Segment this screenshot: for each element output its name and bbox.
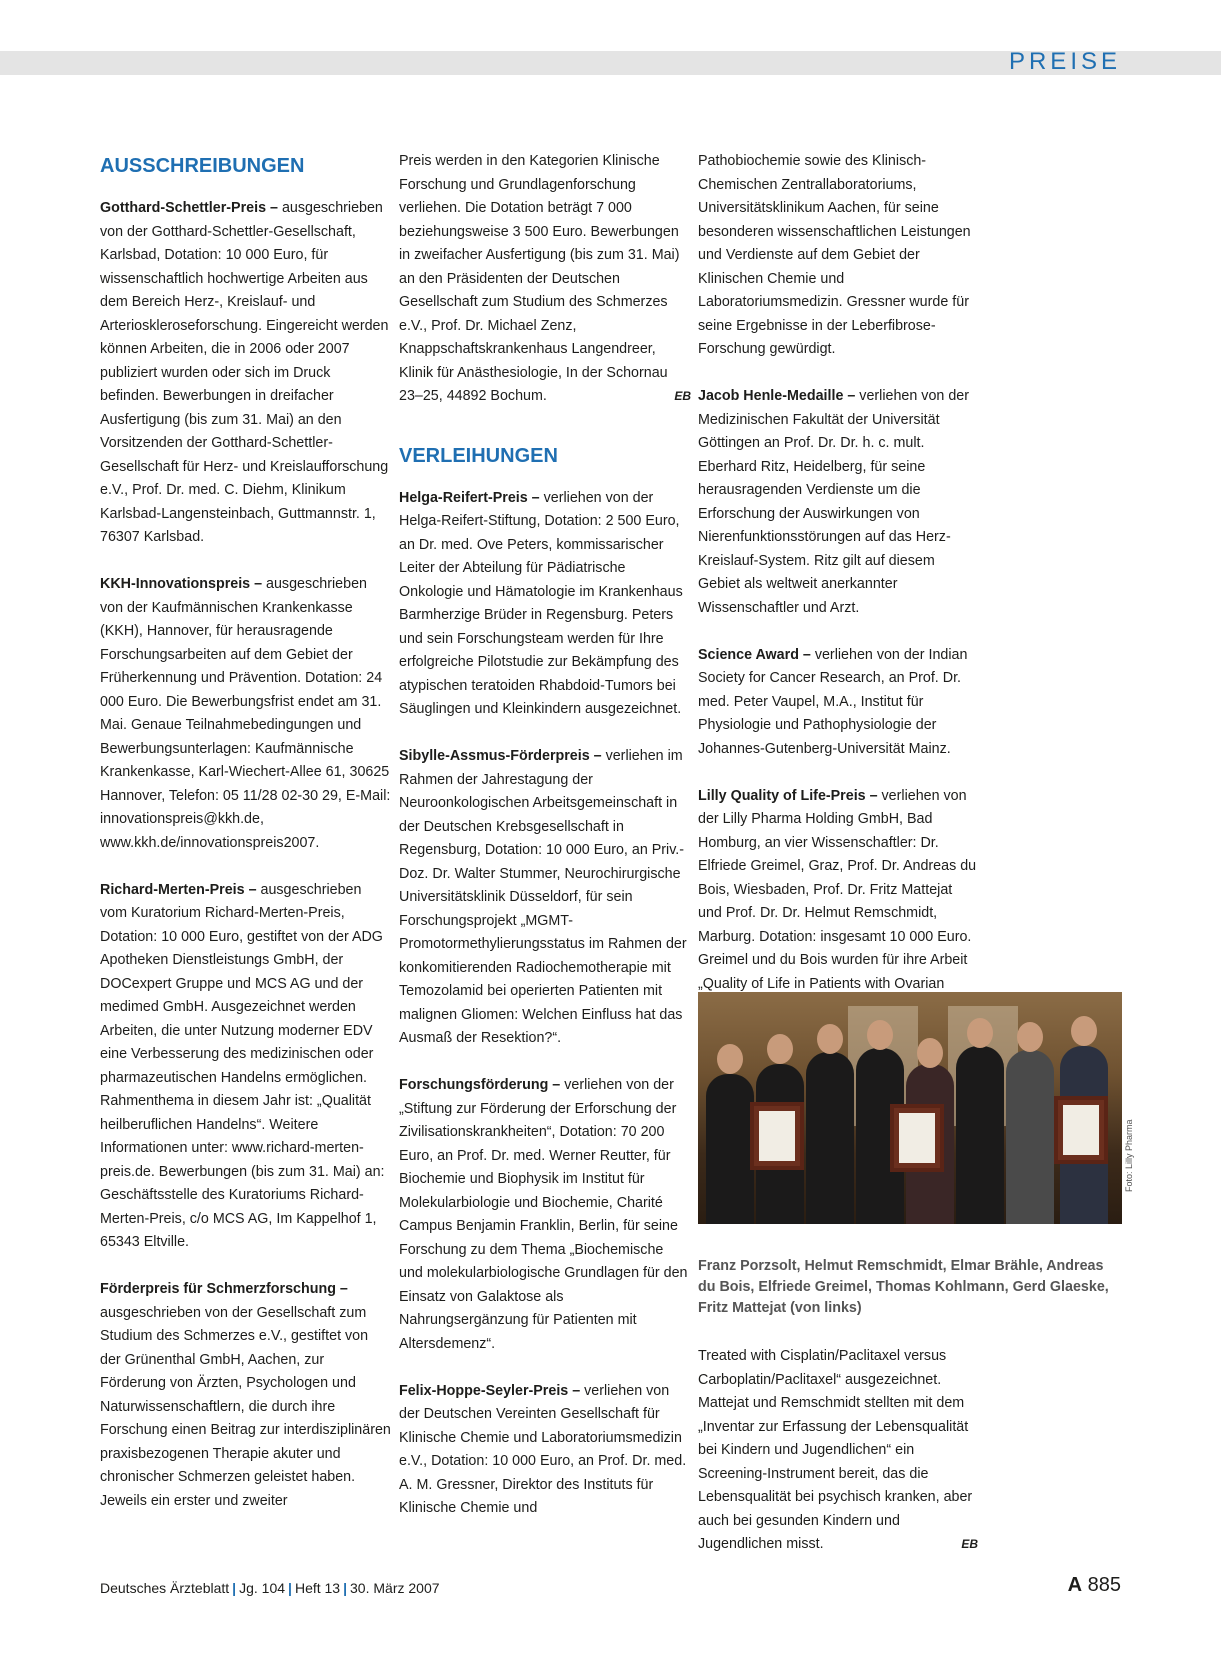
certificate-frame xyxy=(750,1102,804,1170)
entry-title: Helga-Reifert-Preis – xyxy=(399,489,540,506)
footer-separator: | xyxy=(232,1580,237,1596)
column-3 xyxy=(698,150,978,1020)
page-number-value: 885 xyxy=(1087,1574,1121,1596)
article-entry xyxy=(399,487,691,722)
continued-text: Pathobiochemie sowie des Klinisch-Chemischen Zentrallaboratoriums, Universitätsklinikum Aachen, für seine besonderen wissenschaftlichen Leistungen und Verdienste auf dem Gebiet der Klinischen Chemie und Laboratoriumsmedizin. Gressner wurde für seine Ergebnisse in der Leberfibrose-Forschung gewürdigt. xyxy=(698,153,971,357)
section-label: PREISE xyxy=(1008,48,1121,75)
award-photo xyxy=(698,992,1122,1224)
photo-person-head xyxy=(967,1018,993,1048)
entry-text: ausgeschrieben von der Gesellschaft zum Studium des Schmerzes e.V., gestiftet von der Grünenthal GmbH, Aachen, zur Förderung von Ärzten, Psychologen und Naturwissenschaftlern, die durch ihre Forschung einen Beitrag zur interdisziplinären praxisbezogenen Therapie akuter und chronischer Schmerzen geleistet haben. Jeweils ein erster und zweiter xyxy=(100,1304,391,1509)
journal-issue: Heft 13 xyxy=(294,1580,341,1596)
journal-volume: Jg. 104 xyxy=(239,1580,286,1596)
continued-text xyxy=(399,150,691,409)
photo-person-head xyxy=(1071,1016,1097,1046)
entry-title: Sibylle-Assmus-Förderpreis – xyxy=(399,748,602,764)
photo-person-head xyxy=(767,1034,793,1064)
entry-title: Lilly Quality of Life-Preis – xyxy=(698,787,878,804)
page-prefix: A xyxy=(1067,1574,1083,1596)
entry-title: KKH-Innovationspreis – xyxy=(100,576,263,592)
article-entry xyxy=(100,1278,392,1513)
heading-ausschreibungen: AUSSCHREIBUNGEN xyxy=(100,155,305,177)
photo-person-head xyxy=(717,1044,743,1074)
column-2 xyxy=(399,150,691,1521)
page-number xyxy=(1068,1574,1121,1597)
entry-text: ausgeschrieben vom Kuratorium Richard-Merten-Preis, Dotation: 10 000 Euro, gestiftet von der ADG Apotheken Dienstleistungs GmbH, der DOCexpert Gruppe und MCS AG und der medimed GmbH. Ausgezeichnet werden Arbeiten, die unter Nutzung moderner EDV eine Verbesserung des medizinischen oder pharmazeutischen Handelns ermöglichen. Rahmenthema in diesem Jahr ist: „Qualität heilberuflichen Handelns“. Weitere Informationen unter: www.richard-merten-preis.de. Bewerbungen (bis zum 31. Mai) an: Geschäftsstelle des Kuratoriums Richard-Merten-Preis, c/o MCS AG, Im Kappelhof 1, 65343 Eltville. xyxy=(100,881,385,1250)
entry-title: Forschungsförderung – xyxy=(399,1077,561,1093)
article-entry xyxy=(399,1074,691,1356)
article-entry xyxy=(399,1380,691,1521)
article-entry xyxy=(399,745,691,1051)
photo-caption: Franz Porzsolt, Helmut Remschmidt, Elmar Brähle, Andreas du Bois, Elfriede Greimel, Thomas Kohlmann, Gerd Glaeske, Fritz Mattejat (von links) xyxy=(698,1258,1109,1316)
continuation-text: Treated with Cisplatin/Paclitaxel versus Carboplatin/Paclitaxel“ ausgezeichnet. Mattejat und Remschmidt stellten mit dem „Inventar zur Erfassung der Lebensqualität bei Kindern und Jugendlichen“ ein Screening-Instrument bereit, das die Lebensqualität bei psychisch kranken, aber auch bei gesunden Kindern und Jugendlichen misst. xyxy=(698,1348,973,1552)
footer-separator: | xyxy=(288,1580,292,1596)
entry-title: Gotthard-Schettler-Preis – xyxy=(100,200,278,216)
column-3-continued xyxy=(698,1345,978,1557)
entry-text: verliehen von der Deutschen Vereinten Gesellschaft für Klinische Chemie und Laboratoriumsmedizin e.V., Dotation: 10 000 Euro, an Prof. Dr. med. A. M. Gressner, Direktor des Instituts für Klinische Chemie und xyxy=(399,1382,687,1516)
photo-person-head xyxy=(817,1024,843,1054)
column-1 xyxy=(100,150,392,1513)
entry-text: ausgeschrieben von der Gotthard-Schettler-Gesellschaft, Karlsbad, Dotation: 10 000 Euro, für wissenschaftlich hochwertige Arbeiten aus dem Bereich Herz-, Kreislauf- und Arterioskleroseforschung. Eingereicht werden können Arbeiten, die in 2006 oder 2007 publiziert wurden oder sich im Druck befinden. Bewerbungen in dreifacher Ausfertigung (bis zum 31. Mai) an den Vorsitzenden der Gotthard-Schettler-Gesellschaft für Herz- und Kreislaufforschung e.V., Prof. Dr. med. C. Diehm, Klinikum Karlsbad-Langensteinbach, Guttmannstr. 1, 76307 Karlsbad. xyxy=(100,200,389,545)
photo-person xyxy=(806,1052,854,1224)
photo-person xyxy=(956,1046,1004,1224)
heading-verleihungen: VERLEIHUNGEN xyxy=(399,444,558,467)
certificate-frame xyxy=(890,1104,944,1172)
photo-person-head xyxy=(917,1038,943,1068)
article-entry xyxy=(100,573,392,855)
footer-separator: | xyxy=(343,1580,348,1596)
certificate-frame xyxy=(1054,1096,1108,1164)
article-entry xyxy=(698,385,978,620)
entry-text: verliehen von der „Stiftung zur Förderung der Erforschung der Zivilisationskrankheiten“, Dotation: 70 200 Euro, an Prof. Dr. med. Werner Reutter, für Biochemie und Biophysik im Institut für Molekularbiologie und Biochemie, Charité Campus Benjamin Franklin, Berlin, für seine Forschung zu dem Thema „Biochemische und molekularbiologische Grundlagen für den Einsatz von Galaktose als Nahrungsergänzung für Patienten mit Altersdemenz“. xyxy=(399,1077,688,1352)
entry-text: verliehen von der Helga-Reifert-Stiftung, Dotation: 2 500 Euro, an Dr. med. Ove Peters, kommissarischer Leiter der Abteilung für Pädiatrische Onkologie und Hämatologie im Krankenhaus Barmherzige Brüder in Regensburg. Peters und sein Forschungsteam werden für Ihre erfolgreiche Pilotstudie zur Bekämpfung des atypischen teratoiden Rhabdoid-Tumors bei Säuglingen und Kleinkindern ausgezeichnet. xyxy=(399,489,683,717)
article-entry xyxy=(698,644,978,762)
author-initials: EB xyxy=(961,1537,978,1551)
article-entry xyxy=(100,879,392,1255)
photo-person-head xyxy=(867,1020,893,1050)
entry-title: Science Award – xyxy=(698,646,811,663)
journal-date: 30. März 2007 xyxy=(350,1580,440,1596)
photo-person xyxy=(1006,1050,1054,1224)
author-initials: EB xyxy=(674,389,691,403)
entry-title: Förderpreis für Schmerzforschung – xyxy=(100,1281,348,1297)
entry-title: Richard-Merten-Preis – xyxy=(100,881,257,898)
entry-text: verliehen von der Lilly Pharma Holding GmbH, Bad Homburg, an vier Wissenschaftler: Dr. Elfriede Greimel, Graz, Prof. Dr. Andreas du Bois, Wiesbaden, Prof. Dr. Fritz Mattejat und Prof. Dr. Dr. Helmut Remschmidt, Marburg. Dotation: insgesamt 10 000 Euro. Greimel und du Bois wurden für ihre Arbeit „Quality of Life in Patients with Ovarian xyxy=(698,787,977,992)
continued-text xyxy=(698,1345,978,1557)
entry-text: verliehen von der Indian Society for Cancer Research, an Prof. Dr. med. Peter Vaupel, M.A., Institut für Physiologie und Pathophysiologie der Johannes-Gutenberg-Universität Mainz. xyxy=(698,646,968,757)
article-entry xyxy=(698,785,978,1020)
photo-credit: Foto: Lilly Pharma xyxy=(1124,1119,1134,1192)
entry-title: Jacob Henle-Medaille – xyxy=(698,388,856,404)
photo-person-head xyxy=(1017,1022,1043,1052)
entry-title: Felix-Hoppe-Seyler-Preis – xyxy=(399,1382,581,1399)
continuation-text: Preis werden in den Kategorien Klinische Forschung und Grundlagenforschung verliehen. Die Dotation beträgt 7 000 beziehungsweise 3 500 Euro. Bewerbungen in zweifacher Ausfertigung (bis zum 31. Mai) an den Präsidenten der Deutschen Gesellschaft zum Studium des Schmerzes e.V., Prof. Dr. Michael Zenz, Knappschaftskrankenhaus Langendreer, Klinik für Anästhesiologie, In der Schornau 23–25, 44892 Bochum. xyxy=(399,153,680,404)
entry-text: ausgeschrieben von der Kaufmännischen Krankenkasse (KKH), Hannover, für herausragende Forschungsarbeiten auf dem Gebiet der Früherkennung und Prävention. Dotation: 24 000 Euro. Die Bewerbungsfrist endet am 31. Mai. Genaue Teilnahmebedingungen und Bewerbungsunterlagen: Kaufmännische Krankenkasse, Karl-Wiechert-Allee 61, 30625 Hannover, Telefon: 05 11/28 02-30 29, E-Mail: innovationspreis@kkh.de, www.kkh.de/innovationspreis2007. xyxy=(100,576,391,851)
photo-person xyxy=(706,1074,754,1224)
journal-name: Deutsches Ärzteblatt xyxy=(100,1580,230,1596)
entry-text: verliehen im Rahmen der Jahrestagung der Neuroonkologischen Arbeitsgemeinschaft in der Deutschen Krebsgesellschaft in Regensburg, Dotation: 10 000 Euro, an Priv.-Doz. Dr. Walter Stummer, Neurochirurgische Universitätsklinik Düsseldorf, für sein Forschungsprojekt „MGMT-Promotormethylierungsstatus im Rahmen der konkomitierenden Radiochemotherapie mit Temozolamid bei operierten Patienten mit malignen Gliomen: Welchen Einfluss hat das Ausmaß der Resektion?“. xyxy=(399,748,687,1046)
article-entry xyxy=(100,197,392,550)
entry-text: verliehen von der Medizinischen Fakultät der Universität Göttingen an Prof. Dr. Dr. h. c. mult. Eberhard Ritz, Heidelberg, für seine herausragenden Verdienste um die Erforschung der Auswirkungen von Nierenfunktionsstörungen auf das Herz-Kreislauf-System. Ritz gilt auf diesem Gebiet als weltweit anerkannter Wissenschaftler und Arzt. xyxy=(698,388,969,616)
footer xyxy=(100,1580,440,1596)
